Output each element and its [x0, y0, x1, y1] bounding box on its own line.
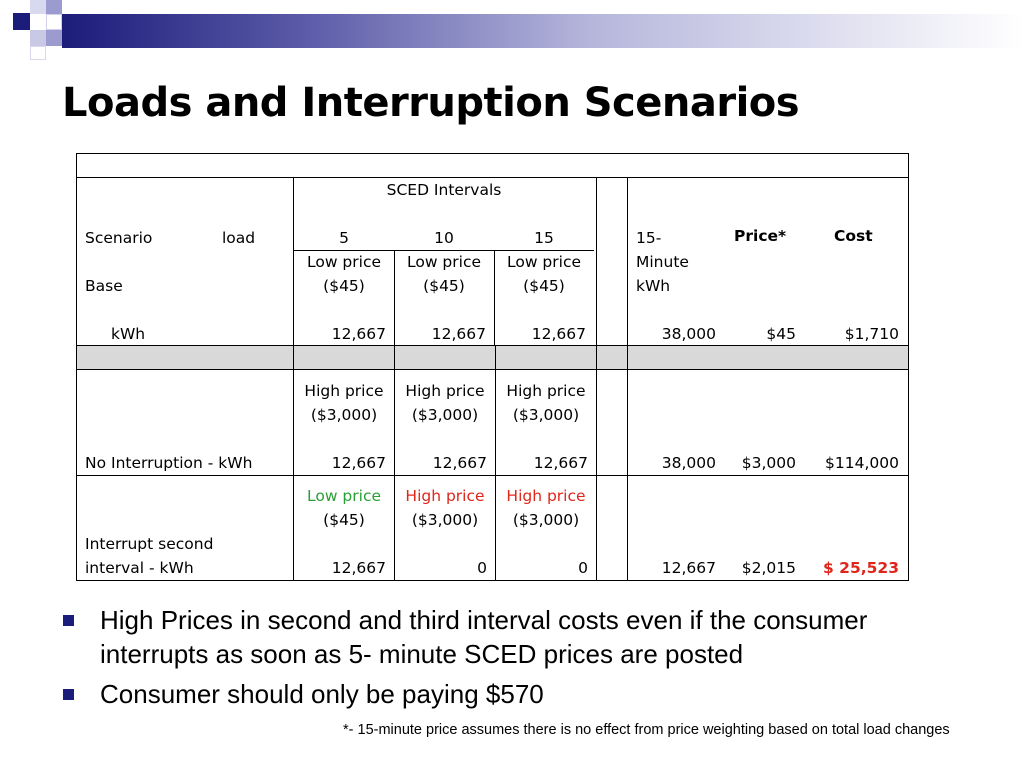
base-price-5-line2: ($45): [323, 277, 365, 295]
bullet-1-line2: interrupts as soon as 5- minute SCED prices are posted: [100, 639, 744, 669]
header-kwh: kWh: [636, 277, 671, 295]
header-scenario: Scenario: [85, 229, 153, 247]
interrupt-10: [395, 476, 496, 581]
interrupt-total: 12,667: [661, 559, 716, 577]
base-price: $45: [766, 325, 796, 343]
price-label: High price: [405, 382, 485, 400]
interrupt-cost: $ 25,523: [823, 559, 899, 577]
price-label: Low price: [306, 487, 382, 505]
kwh-value: 12,667: [533, 454, 588, 472]
price-value: ($3,000): [310, 406, 378, 424]
base-price-15-line1: Low price: [506, 253, 582, 271]
kwh-value: 0: [477, 559, 487, 577]
header-square-lavender: [30, 0, 46, 14]
price-label: High price: [506, 487, 586, 505]
header-load: load: [222, 229, 256, 247]
header-minute: Minute: [636, 253, 689, 271]
price-value: ($3,000): [411, 406, 479, 424]
bullet-square-icon: [63, 615, 74, 626]
no-interruption-15: [496, 370, 597, 476]
spacer-cell: [597, 370, 628, 476]
header-square-lavender: [46, 0, 62, 14]
interrupt-label-cell: [77, 476, 294, 581]
base-kwh-10: 12,667: [431, 325, 486, 343]
no-interruption-price: $3,000: [741, 454, 796, 472]
header-interval-10: 10: [434, 229, 454, 247]
base-kwh-15: 12,667: [531, 325, 586, 343]
price-value: ($3,000): [411, 511, 479, 529]
scenario-table: [76, 153, 909, 581]
footnote: *- 15-minute price assumes there is no effect from price weighting based on total load changes: [343, 722, 950, 738]
base-price-10-line2: ($45): [423, 277, 465, 295]
no-interruption-label-cell: [77, 370, 294, 476]
scenario-cell: [77, 178, 294, 346]
spacer-cell: [597, 476, 628, 581]
interrupt-15: [496, 476, 597, 581]
bullet-1-line1: High Prices in second and third interval costs even if the consumer: [100, 605, 868, 635]
price-label: High price: [405, 487, 485, 505]
no-interruption-cost: $114,000: [825, 454, 899, 472]
bullet-2-line1: Consumer should only be paying $570: [100, 679, 544, 709]
kwh-value: 12,667: [331, 559, 386, 577]
interrupt-label-line2: interval - kWh: [85, 559, 194, 577]
interrupt-price: $2,015: [741, 559, 796, 577]
header-price: Price*: [734, 227, 787, 245]
kwh-value: 12,667: [432, 454, 487, 472]
base-kwh-5: 12,667: [331, 325, 386, 343]
base-total-kwh: 38,000: [661, 325, 716, 343]
no-interruption-label: No Interruption - kWh: [85, 454, 253, 472]
interrupt-totals: [628, 476, 909, 581]
base-price-5-line1: Low price: [306, 253, 382, 271]
price-value: ($45): [323, 511, 365, 529]
bullet-square-icon: [63, 689, 74, 700]
price-label: High price: [304, 382, 384, 400]
no-interruption-5: [294, 370, 395, 476]
base-label: Base: [85, 277, 123, 295]
table-blank-row: [77, 154, 909, 178]
spacer-cell: [597, 178, 628, 346]
header-15min: 15-: [636, 229, 662, 247]
base-cost: $1,710: [844, 325, 899, 343]
interrupt-5: [294, 476, 395, 581]
kwh-value: 12,667: [331, 454, 386, 472]
sced-intervals-label: SCED Intervals: [386, 181, 502, 199]
price-value: ($3,000): [512, 406, 580, 424]
totals-cell: [628, 178, 909, 346]
shaded-separator-row: [77, 346, 909, 370]
sced-intervals-cell: [294, 178, 597, 346]
header-cost: Cost: [834, 227, 873, 245]
no-interruption-total: 38,000: [661, 454, 716, 472]
base-price-10-line1: Low price: [406, 253, 482, 271]
header-square-lavender: [46, 14, 62, 30]
price-value: ($3,000): [512, 511, 580, 529]
no-interruption-totals: [628, 370, 909, 476]
interrupt-label-line1: Interrupt second: [85, 535, 214, 553]
header-square-lavender: [30, 30, 46, 46]
no-interruption-10: [395, 370, 496, 476]
base-price-15-line2: ($45): [523, 277, 565, 295]
header-square-navy: [13, 13, 30, 30]
header-interval-15: 15: [534, 229, 554, 247]
header-decoration: [0, 0, 1024, 62]
header-square-lavender: [30, 46, 46, 60]
price-label: High price: [506, 382, 586, 400]
header-gradient-bar: [62, 14, 1024, 48]
kwh-value: 0: [578, 559, 588, 577]
base-kwh-label: kWh: [111, 325, 146, 343]
slide-title: Loads and Interruption Scenarios: [62, 80, 800, 126]
header-interval-5: 5: [339, 229, 349, 247]
header-square-navy: [46, 30, 62, 46]
